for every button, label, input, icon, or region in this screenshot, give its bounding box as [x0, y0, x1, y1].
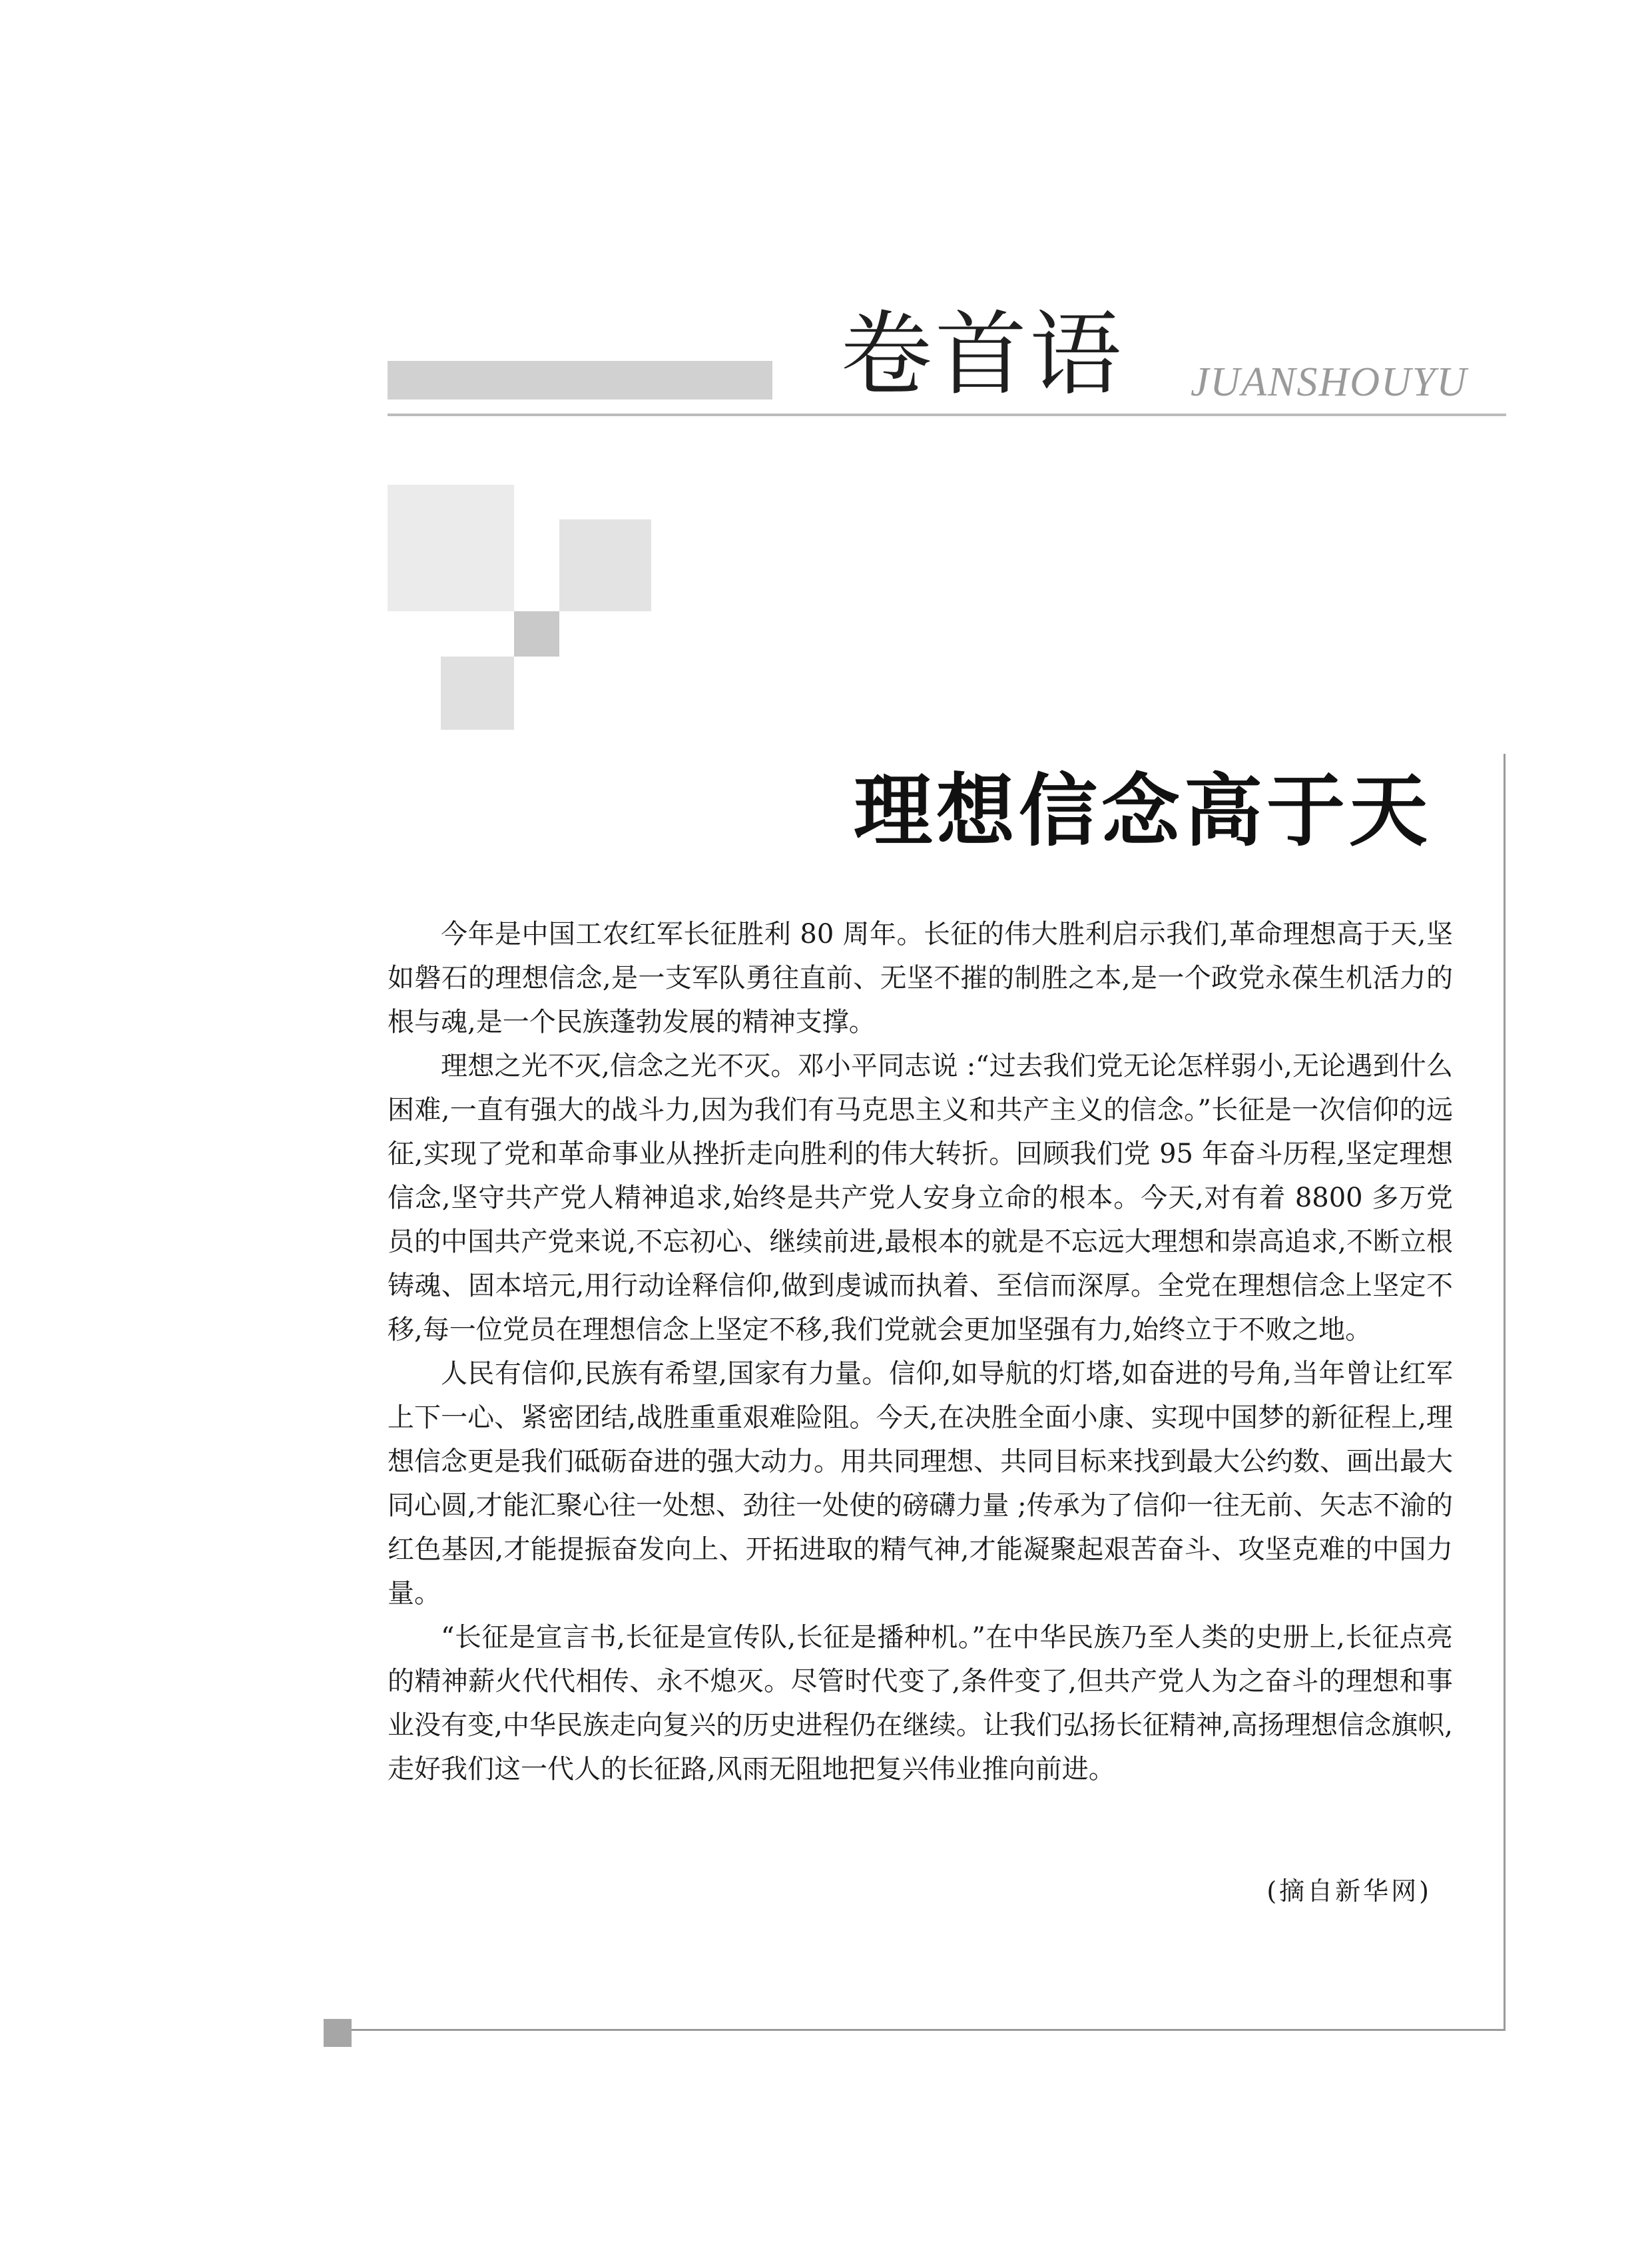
paragraph: 理想之光不灭,信念之光不灭。邓小平同志说 :“过去我们党无论怎样弱小,无论遇到什么困难,一直有强大的战斗力,因为我们有马克思主义和共产主义的信念。”长征是一次信仰的远征,实现了党和革命事业从挫折走向胜利的伟大转折。回顾我们党 95 年奋斗历程,坚定理想信念,坚守共产党人精神追求,始终是共产党人安身立命的根本。今天,对有着 8800 多万党员的中国共产党来说,不忘初心、继续前进,最根本的就是不忘远大理想和崇高追求,不断立根铸魂、固本培元,用行动诠释信仰,做到虔诚而执着、至信而深厚。全党在理想信念上坚定不移,每一位党员在理想信念上坚定不移,我们党就会更加坚强有力,始终立于不败之地。: [388, 1051, 1453, 1345]
paragraph: 人民有信仰,民族有希望,国家有力量。信仰,如导航的灯塔,如奋进的号角,当年曾让红军上下一心、紧密团结,战胜重重艰难险阻。今天,在决胜全面小康、实现中国梦的新征程上,理想信念更是我们砥砺奋进的强大动力。用共同理想、共同目标来找到最大公约数、画出最大同心圆,才能汇聚心往一处想、劲往一处使的磅礴力量 ;传承为了信仰一往无前、矢志不渝的红色基因,才能提振奋发向上、开拓进取的精气神,才能凝聚起艰苦奋斗、攻坚克难的中国力量。: [388, 1358, 1453, 1609]
right-vertical-rule: [1504, 754, 1506, 2031]
bottom-rule: [324, 2029, 1506, 2031]
decor-square-large: [388, 485, 514, 611]
column-pinyin: JUANSHOUYU: [1191, 360, 1468, 405]
header-rule: [388, 414, 1506, 416]
decor-square-small: [514, 611, 559, 657]
decor-square-medium: [559, 519, 651, 611]
decor-square-lower: [441, 657, 514, 730]
source-attribution: (摘自新华网): [1266, 1876, 1432, 1906]
article-body: [388, 912, 1453, 1791]
paragraph: “长征是宣言书,长征是宣传队,长征是播种机。”在中华民族乃至人类的史册上,长征点亮的精神薪火代代相传、永不熄灭。尽管时代变了,条件变了,但共产党人为之奋斗的理想和事业没有变,中华民族走向复兴的历史进程仍在继续。让我们弘扬长征精神,高扬理想信念旗帜,走好我们这一代人的长征路,风雨无阻地把复兴伟业推向前进。: [388, 1622, 1453, 1785]
corner-square: [324, 2019, 352, 2047]
header-bar: [388, 361, 772, 400]
paragraph: 今年是中国工农红军长征胜利 80 周年。长征的伟大胜利启示我们,革命理想高于天,坚如磐石的理想信念,是一支军队勇往直前、无坚不摧的制胜之本,是一个政党永葆生机活力的根与魂,是一个民族蓬勃发展的精神支撑。: [388, 919, 1453, 1037]
article-title: 理想信念高于天: [853, 765, 1432, 857]
column-title: 卷首语: [840, 301, 1125, 408]
